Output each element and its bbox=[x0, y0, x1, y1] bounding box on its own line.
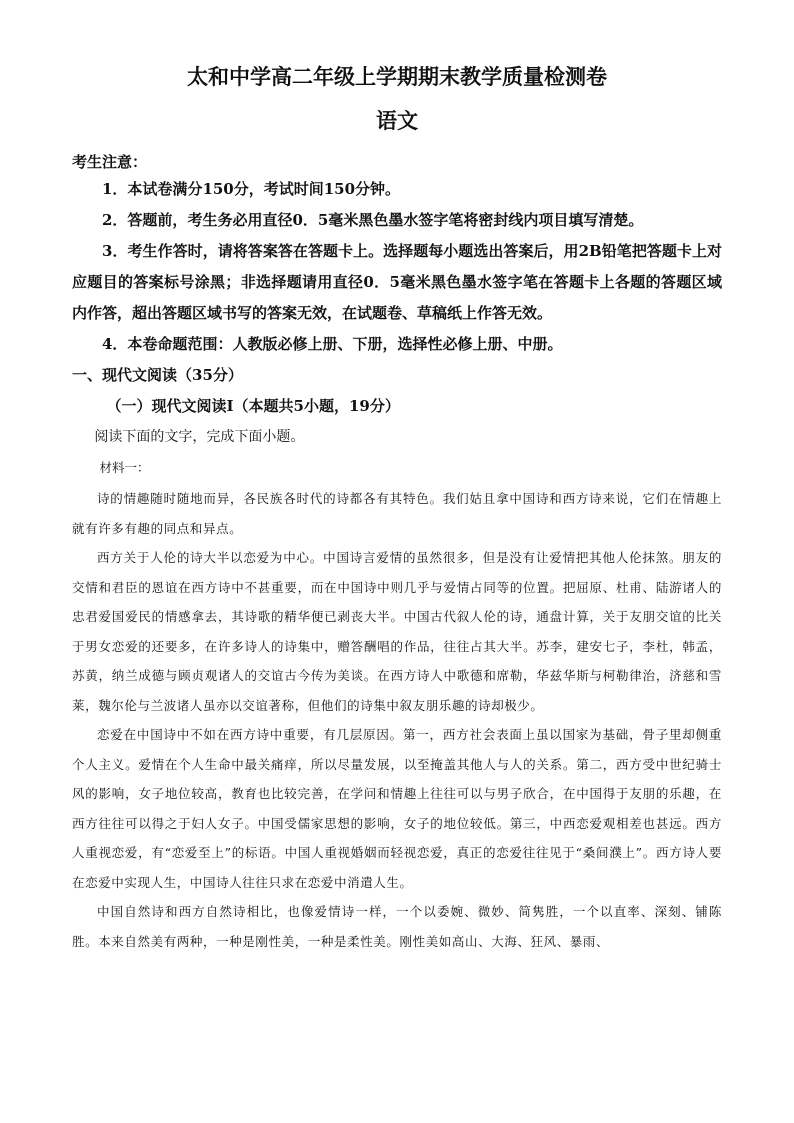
body-paragraph: 恋爱在中国诗中不如在西方诗中重要，有几层原因。第一，西方社会表面上虽以国家为基础，骨子里却侧重个人主义。爱情在个人生命中最关痛痒，所以尽量发展，以至掩盖其他人与人的关系。第二，西方受中世纪骑士风的影响，女子地位较高，教育也比较完善，在学问和情趣上往往可以与男子欣合，在中国得于友朋的乐趣，在西方往往可以得之于妇人女子。中国受儒家思想的影响，女子的地位较低。第三，中西恋爱观相差也甚远。西方人重视恋爱，有“恋爱至上”的标语。中国人重视婚姻而轻视恋爱，真正的恋爱往往见于“桑间濮上”。西方诗人要在恋爱中实现人生，中国诗人往往只求在恋爱中消遣人生。 bbox=[72, 727, 722, 890]
material-label: 材料一： bbox=[99, 460, 150, 475]
exam-title: 太和中学高二年级上学期期末教学质量检测卷 bbox=[187, 64, 607, 89]
notice-item: 4．本卷命题范围：人教版必修上册、下册，选择性必修上册、中册。 bbox=[102, 335, 563, 353]
body-paragraph: 诗的情趣随时随地而异，各民族各时代的诗都各有其特色。我们姑且拿中国诗和西方诗来说，它们在情趣上就有许多有趣的同点和异点。 bbox=[72, 491, 722, 536]
body-paragraph: 中国自然诗和西方自然诗相比，也像爱情诗一样，一个以委婉、微妙、简隽胜，一个以直率、深刻、铺陈胜。本来自然美有两种，一种是刚性美，一种是柔性美。刚性美如高山、大海、狂风、暴雨、 bbox=[72, 904, 722, 949]
notice-item: 2．答题前，考生务必用直径0．5毫米黑色墨水签字笔将密封线内项目填写清楚。 bbox=[102, 211, 644, 229]
notice-item: 1．本试卷满分150分，考试时间150分钟。 bbox=[102, 180, 401, 198]
reading-instruction: 阅读下面的文字，完成下面小题。 bbox=[94, 429, 305, 445]
subsection-title: （一）现代文阅读Ⅰ（本题共5小题，19分） bbox=[106, 397, 400, 415]
notice-item: 3．考生作答时，请将答案答在答题卡上。选择题每小题选出答案后，用2B铅笔把答题卡上对应题目的答案标号涂黑；非选择题请用直径0．5毫米黑色墨水签字笔在答题卡上各题的答题区域内作答，超出答题区域书写的答案无效，在试题卷、草稿纸上作答无效。 bbox=[72, 242, 722, 322]
exam-subject: 语文 bbox=[376, 108, 418, 133]
body-paragraph: 西方关于人伦的诗大半以恋爱为中心。中国诗言爱情的虽然很多，但是没有让爱情把其他人伦抹煞。朋友的交情和君臣的恩谊在西方诗中不甚重要，而在中国诗中则几乎与爱情占同等的位置。把屈原、杜甫、陆游诸人的忠君爱国爱民的情感拿去，其诗歌的精华便已剥丧大半。中国古代叙人伦的诗，通盘计算，关于友朋交谊的比关于男女恋爱的还要多，在许多诗人的诗集中，赠答酬唱的作品，往往占其大半。苏李，建安七子，李杜，韩孟，苏黄，纳兰成德与顾贞观诸人的交谊古今传为美谈。在西方诗人中歌德和席勒，华兹华斯与柯勒律治，济慈和雪莱，魏尔伦与兰波诸人虽亦以交谊著称，但他们的诗集中叙友朋乐趣的诗却极少。 bbox=[72, 550, 722, 713]
notice-heading: 考生注意： bbox=[72, 153, 148, 171]
section-title: 一、现代文阅读（35分） bbox=[72, 366, 243, 384]
